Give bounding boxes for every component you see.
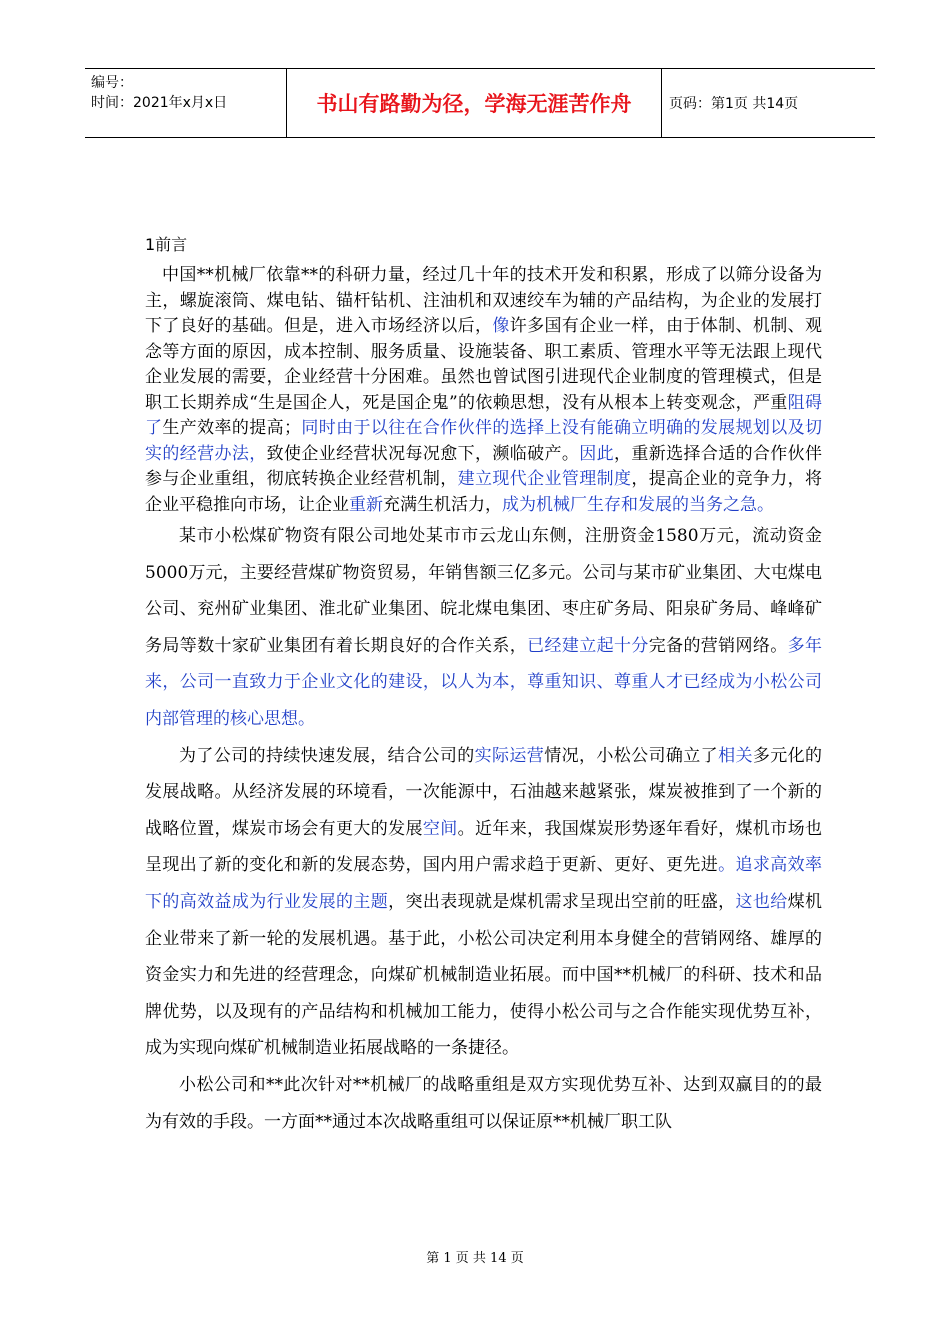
text-run: 多元化的发展战略。从经济发展的环境看，一次能源中，石油越来越紧张，煤炭被推到了一个新的战略位置，煤炭市场会有更大的发展 xyxy=(145,745,823,839)
text-run: 完备的营销网络。 xyxy=(648,635,788,656)
paragraph-4 xyxy=(145,1067,822,1140)
text-run: 生产效率的提高； xyxy=(162,418,301,438)
page-footer: 第 1 页 共 14 页 xyxy=(426,1251,524,1266)
text-run: 为了公司的持续快速发展，结合公司的 xyxy=(179,745,475,766)
text-run: 小松公司和**此次针对**机械厂的战略重组是双方实现优势互补、达到双赢目的的最为有效的手段。一方面**通过本次战略重组可以保证原**机械厂职工队 xyxy=(145,1074,822,1132)
text-run: 许多国有企业一样，由于体制、机制、观念等方面的原因，成本控制、服务质量、设施装备、职工素质、管理水平等无法跟上现代企业发展的需要，企业经营十分困难。虽然也曾试图引进现代企业制度的管理模式，但是职工长期养成“生是国企人，死是国企鬼”的依赖思想，没有从根本上转变观念，严重 xyxy=(145,316,823,413)
highlighted-run: 阻碍了 xyxy=(145,392,822,438)
page-code: 页码：第1页 共14页 xyxy=(669,96,799,112)
header-motto-cell xyxy=(286,69,662,137)
doc-time-label: 时间：2021年x月x日 xyxy=(91,95,228,111)
highlighted-run: 重新 xyxy=(349,494,383,515)
header-page-cell xyxy=(661,69,875,137)
paragraph-3 xyxy=(145,738,822,1067)
text-run: ，重新选择合适的合作伙伴参与企业重组，彻底转换企业经营机制， xyxy=(145,443,823,489)
doc-number-label: 编号： xyxy=(91,75,133,91)
highlighted-run: 空间 xyxy=(422,818,458,839)
highlighted-run: 实际运营 xyxy=(474,745,545,766)
highlighted-run: 相关 xyxy=(718,745,753,766)
text-run: 致使企业经营状况每况愈下，濒临破产。 xyxy=(266,443,580,464)
text-run: ，突出表现就是煤机需求呈现出空前的旺盛， xyxy=(388,891,736,912)
highlighted-run: 。追求高效率下的高效益成为行业发展的主题 xyxy=(145,855,822,912)
text-run: 中国**机械厂依靠**的科研力量，经过几十年的技术开发和积累，形成了以筛分设备为主，螺旋滚筒、煤电钻、锚杆钻机、注油机和双速绞车为辅的产品结构，为企业的发展打下了良好的基础。但是，进入市场经济以后， xyxy=(145,265,822,336)
paragraph-1 xyxy=(145,263,822,518)
highlighted-run: 成为机械厂生存和发展的当务之急。 xyxy=(502,494,774,515)
highlighted-run: 因此 xyxy=(579,443,614,464)
paragraph-2 xyxy=(145,518,822,738)
highlighted-run: 同时由于以往在合作伙伴的选择上没有能确立明确的发展规划以及切实的经营办法， xyxy=(145,418,823,464)
highlighted-run: 已经建立起十分 xyxy=(527,635,649,656)
page-header xyxy=(85,68,875,138)
motto-text: 书山有路勤为径，学海无涯苦作舟 xyxy=(316,92,632,116)
header-left-cell xyxy=(85,69,286,137)
text-run: 。近年来，我国煤炭形势逐年看好，煤机市场也呈现出了新的变化和新的发展态势，国内用户需求趋于更新、更好、更先进 xyxy=(145,818,823,876)
text-run: 充满生机活力， xyxy=(383,494,502,515)
highlighted-run: 多年来，公司一直致力于企业文化的建设，以人为本，尊重知识、尊重人才已经成为小松公司内部管理的核心思想。 xyxy=(145,635,823,729)
highlighted-run: 这也给 xyxy=(735,891,788,912)
text-run: 某市小松煤矿物资有限公司地处某市市云龙山东侧，注册资金1580万元，流动资金5000万元，主要经营煤矿物资贸易，年销售额三亿多元。公司与某市矿业集团、大屯煤电公司、兖州矿业集团、淮北矿业集团、皖北煤电集团、枣庄矿务局、阳泉矿务局、峰峰矿务局等数十家矿业集团有着长期良好的合作关系， xyxy=(145,526,822,656)
text-run: 煤机企业带来了新一轮的发展机遇。基于此，小松公司决定利用本身健全的营销网络、雄厚的资金实力和先进的经营理念，向煤矿机械制造业拓展。而中国**机械厂的科研、技术和品牌优势，以及现有的产品结构和机械加工能力，使得小松公司与之合作能实现优势互补，成为实现向煤矿机械制造业拓展战略的一条捷径。 xyxy=(145,891,823,1059)
highlighted-run: 像 xyxy=(492,316,510,336)
text-run: 情况，小松公司确立了 xyxy=(544,745,719,766)
section-heading: 1前言 xyxy=(145,235,188,254)
document-body xyxy=(145,232,822,1140)
text-run: ，提高企业的竞争力，将企业平稳推向市场，让企业 xyxy=(145,469,823,515)
highlighted-run: 建立现代企业管理制度 xyxy=(457,469,632,489)
